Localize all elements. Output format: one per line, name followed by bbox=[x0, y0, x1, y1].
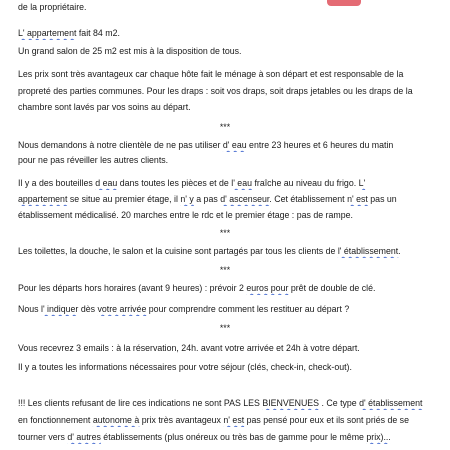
separator: *** bbox=[219, 122, 231, 132]
separator: *** bbox=[219, 228, 231, 238]
text-line: Nous l' indiquer dès votre arrivée pour comprendre comment les restituer au départ ? bbox=[18, 304, 350, 314]
text-line: L' appartement fait 84 m2. bbox=[18, 28, 120, 38]
text-line: en fonctionnement autonome à prix très avantageux n' est pas pensé pour eux et ils sont priés de se bbox=[18, 415, 409, 425]
text-line: établissement médicalisé. 20 marches entre le rdc et le premier étage : pas de rampe. bbox=[18, 210, 353, 220]
text-line: pour ne pas réveiller les autres clients. bbox=[18, 155, 169, 165]
text-line: !!! Les clients refusant de lire ces indications ne sont PAS LES BIENVENUES . Ce type d' établissement bbox=[18, 398, 423, 408]
text-line: Nous demandons à notre clientèle de ne pas utiliser d' eau entre 23 heures et 6 heures du matin bbox=[18, 140, 394, 150]
text-line: Vous recevrez 3 emails : à la réservation, 24h. avant votre arrivée et 24h à votre départ. bbox=[18, 343, 360, 353]
separator: *** bbox=[219, 323, 231, 333]
text-line: propreté des parties communes. Pour les draps : soit vos draps, soit draps jetables ou les draps de la bbox=[18, 86, 413, 96]
text-line: Les prix sont très avantageux car chaque hôte fait le ménage à son départ et est responsable de la bbox=[18, 69, 404, 79]
text-line: appartement se situe au premier étage, il n' y a pas d' ascenseur. Cet établissement n' est pas un bbox=[18, 194, 397, 204]
text-line: de la propriétaire. bbox=[18, 2, 87, 12]
text-line: chambre sont lavés par vos soins au départ. bbox=[18, 102, 191, 112]
text-line: Il y a des bouteilles d eau dans toutes les pièces et de l' eau fraîche au niveau du frigo. L' bbox=[18, 178, 366, 188]
text-line: Pour les départs hors horaires (avant 9 heures) : prévoir 2 euros pour prêt de double de clé. bbox=[18, 283, 376, 293]
text-line: Un grand salon de 25 m2 est mis à la disposition de tous. bbox=[18, 46, 242, 56]
separator: *** bbox=[219, 265, 231, 275]
text-line: Les toilettes, la douche, le salon et la cuisine sont partagés par tous les clients de l' établissement. bbox=[18, 246, 401, 256]
text-line: tourner vers d' autres établissements (plus onéreux ou très bas de gamme pour le même prix)... bbox=[18, 432, 391, 442]
text-line: Il y a toutes les informations nécessaires pour votre séjour (clés, check-in, check-out). bbox=[18, 362, 352, 372]
